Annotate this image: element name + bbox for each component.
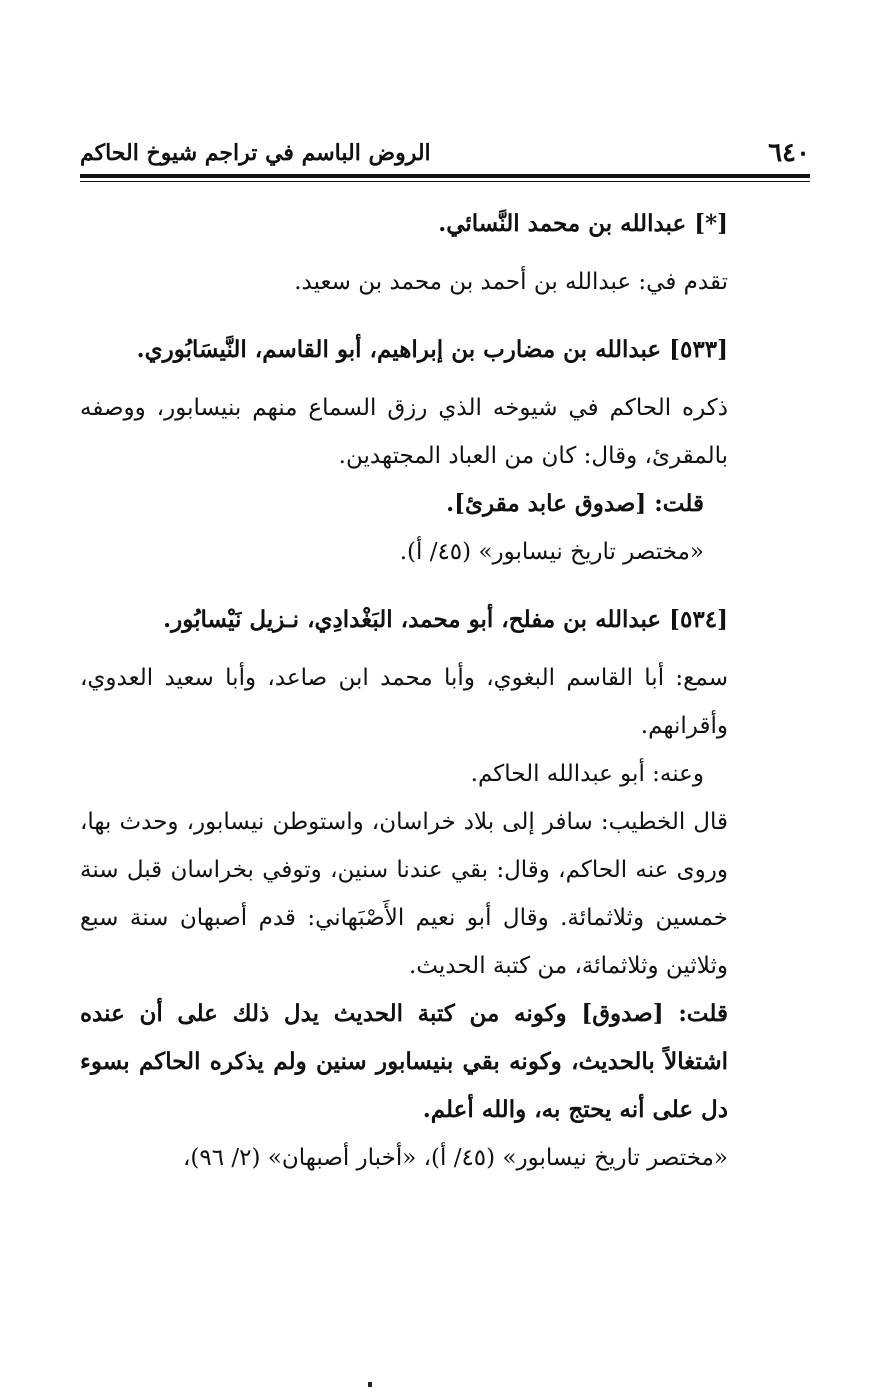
entry-534-source: «مختصر تاريخ نيسابور» (٤٥/ أ)، «أخبار أصبهان» (٢/ ٩٦)،: [182, 1145, 728, 1171]
stray-print-mark: [368, 1372, 372, 1391]
entry-533-body: ذكره الحاكم في شيوخه الذي رزق السماع منهم بنيسابور، ووصفه بالمقرئ، وقال: كان من العباد المجتهدين.: [80, 395, 728, 469]
header-rule-thick: [80, 174, 810, 178]
entry-534-heading: [٥٣٤] عبدالله بن مفلح، أبو محمد، البَغْدادِي، نـزيل نَيْسابُور.: [163, 606, 728, 633]
header-rule-thin: [80, 181, 810, 182]
running-title: الروض الباسم في تراجم شيوخ الحاكم: [80, 140, 431, 166]
entry-534-heard: سمع: أبا القاسم البغوي، وأبا محمد ابن صاعد، وأبا سعيد العدوي، وأقرانهم.: [80, 665, 728, 739]
entry-nasai-note: تقدم في: عبدالله بن أحمد بن محمد بن سعيد.: [294, 269, 728, 295]
entry-534-from-him: وعنه: أبو عبدالله الحاكم.: [470, 761, 704, 787]
entry-nasai-heading: [*] عبدالله بن محمد النَّسائي.: [438, 210, 728, 237]
main-text: [80, 200, 728, 1182]
entry-533-source: «مختصر تاريخ نيسابور» (٤٥/ أ).: [399, 539, 704, 565]
entry-534-khatib: قال الخطيب: سافر إلى بلاد خراسان، واستوطن نيسابور، وحدث بها، وروى عنه الحاكم، وقال: بقي عندنا سنين، وتوفي بخراسان قبل سنة خمسين وثلاثمائة. وقال أبو نعيم الأَصْبَهاني: قدم أصبهان سنة سبع وثلاثين وثلاثمائة، من كتبة الحديث.: [80, 809, 728, 979]
page-header: [80, 136, 810, 176]
entry-533-heading: [٥٣٣] عبدالله بن مضارب بن إبراهيم، أبو القاسم، النَّيسَابُوري.: [136, 336, 728, 363]
entry-533-verdict: قلت: [صدوق عابد مقرئ].: [446, 490, 704, 517]
page-number: ٦٤٠: [768, 138, 810, 168]
entry-534-verdict: قلت: [صدوق] وكونه من كتبة الحديث يدل ذلك على أن عنده اشتغالاً بالحديث، وكونه بقي بنيسابور سنين ولم يذكره الحاكم بسوء دل على أنه يحتج به، والله أعلم.: [80, 1000, 728, 1123]
